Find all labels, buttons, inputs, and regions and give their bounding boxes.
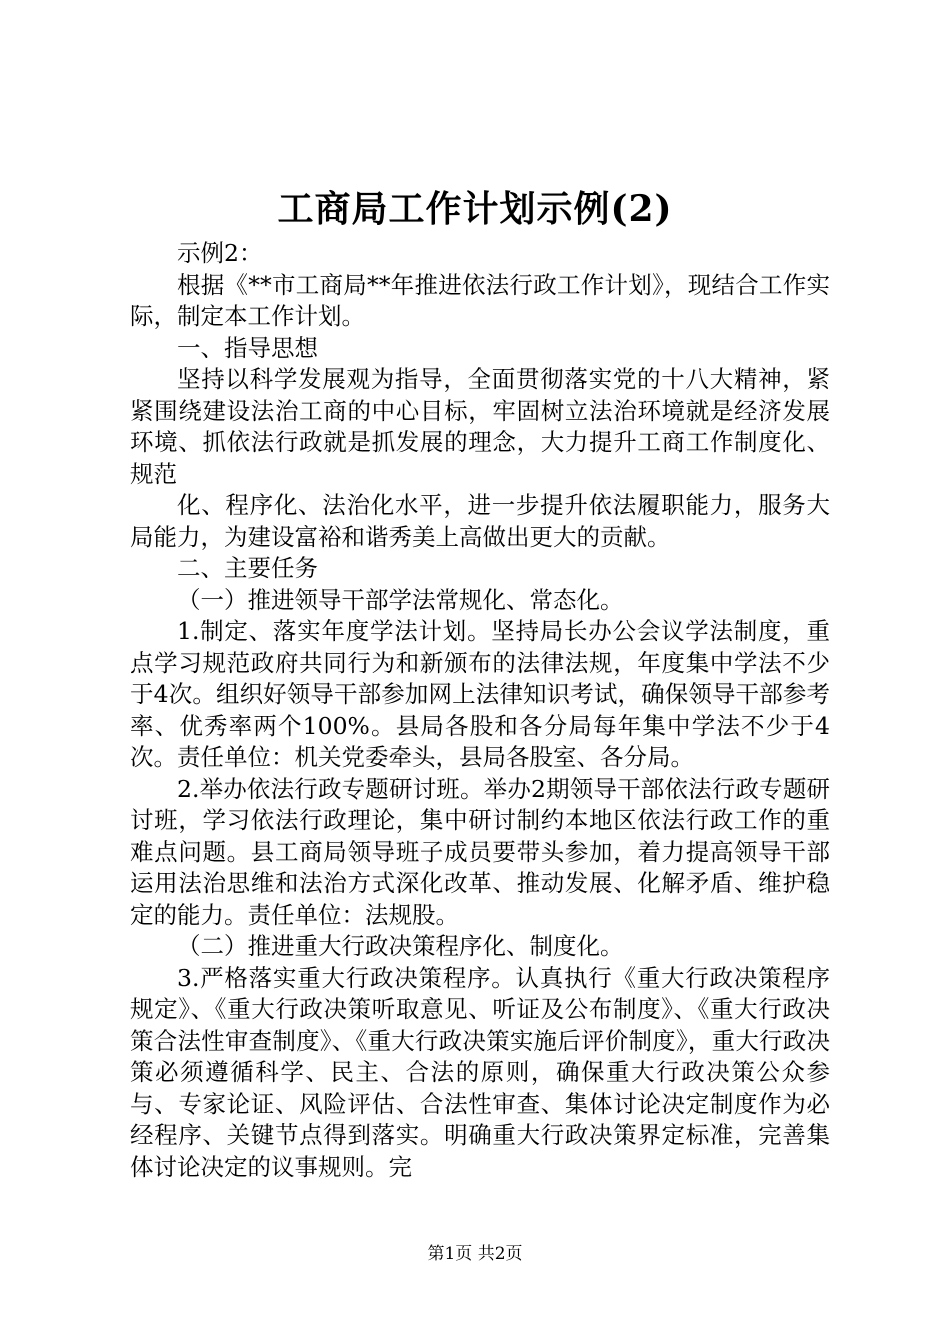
- document-body: [130, 238, 830, 1183]
- paragraph-example-label: 示例2：: [177, 239, 263, 267]
- section-heading-main-tasks: 二、主要任务: [177, 554, 318, 582]
- paragraph-task-1: 1.制定、落实年度学法计划。坚持局长办公会议学法制度，重点学习规范政府共同行为和新颁布的法律法规，年度集中学法不少于4次。组织好领导干部参加网上法律知识考试，确保领导干部参考率、优秀率两个100%。县局各股和各分局每年集中学法不少于4次。责任单位：机关党委牵头，县局各股室、各分局。: [130, 617, 830, 771]
- paragraph-guiding-ideology-2: 化、程序化、法治化水平，进一步提升依法履职能力，服务大局能力，为建设富裕和谐秀美上高做出更大的贡献。: [130, 491, 830, 551]
- subsection-heading-2: （二）推进重大行政决策程序化、制度化。: [177, 932, 624, 960]
- paragraph-intro: 根据《**市工商局**年推进依法行政工作计划》，现结合工作实际，制定本工作计划。: [130, 270, 830, 330]
- paragraph-task-3: 3.严格落实重大行政决策程序。认真执行《重大行政决策程序规定》、《重大行政决策听取意见、听证及公布制度》、《重大行政决策合法性审查制度》、《重大行政决策实施后评价制度》，重大行政决策必须遵循科学、民主、合法的原则，确保重大行政决策公众参与、专家论证、风险评估、合法性审查、集体讨论决定制度作为必经程序、关键节点得到落实。明确重大行政决策界定标准，完善集体讨论决定的议事规则。完: [130, 963, 830, 1181]
- section-heading-guiding-ideology: 一、指导思想: [177, 333, 318, 362]
- paragraph-task-2: 2.举办依法行政专题研讨班。举办2期领导干部依法行政专题研讨班，学习依法行政理论，集中研讨制约本地区依法行政工作的重难点问题。县工商局领导班子成员要带头参加，着力提高领导干部运用法治思维和法治方式深化改革、推动发展、化解矛盾、维护稳定的能力。责任单位：法规股。: [130, 774, 830, 929]
- paragraph-guiding-ideology-1: 坚持以科学发展观为指导，全面贯彻落实党的十八大精神，紧紧围绕建设法治工商的中心目标，牢固树立法治环境就是经济发展环境、抓依法行政就是抓发展的理念，大力提升工商工作制度化、规范: [130, 365, 830, 488]
- page-footer: 第1页 共2页: [427, 1244, 523, 1264]
- document-title: 工商局工作计划示例(2): [277, 188, 673, 230]
- subsection-heading-1: （一）推进领导干部学法常规化、常态化。: [177, 585, 624, 614]
